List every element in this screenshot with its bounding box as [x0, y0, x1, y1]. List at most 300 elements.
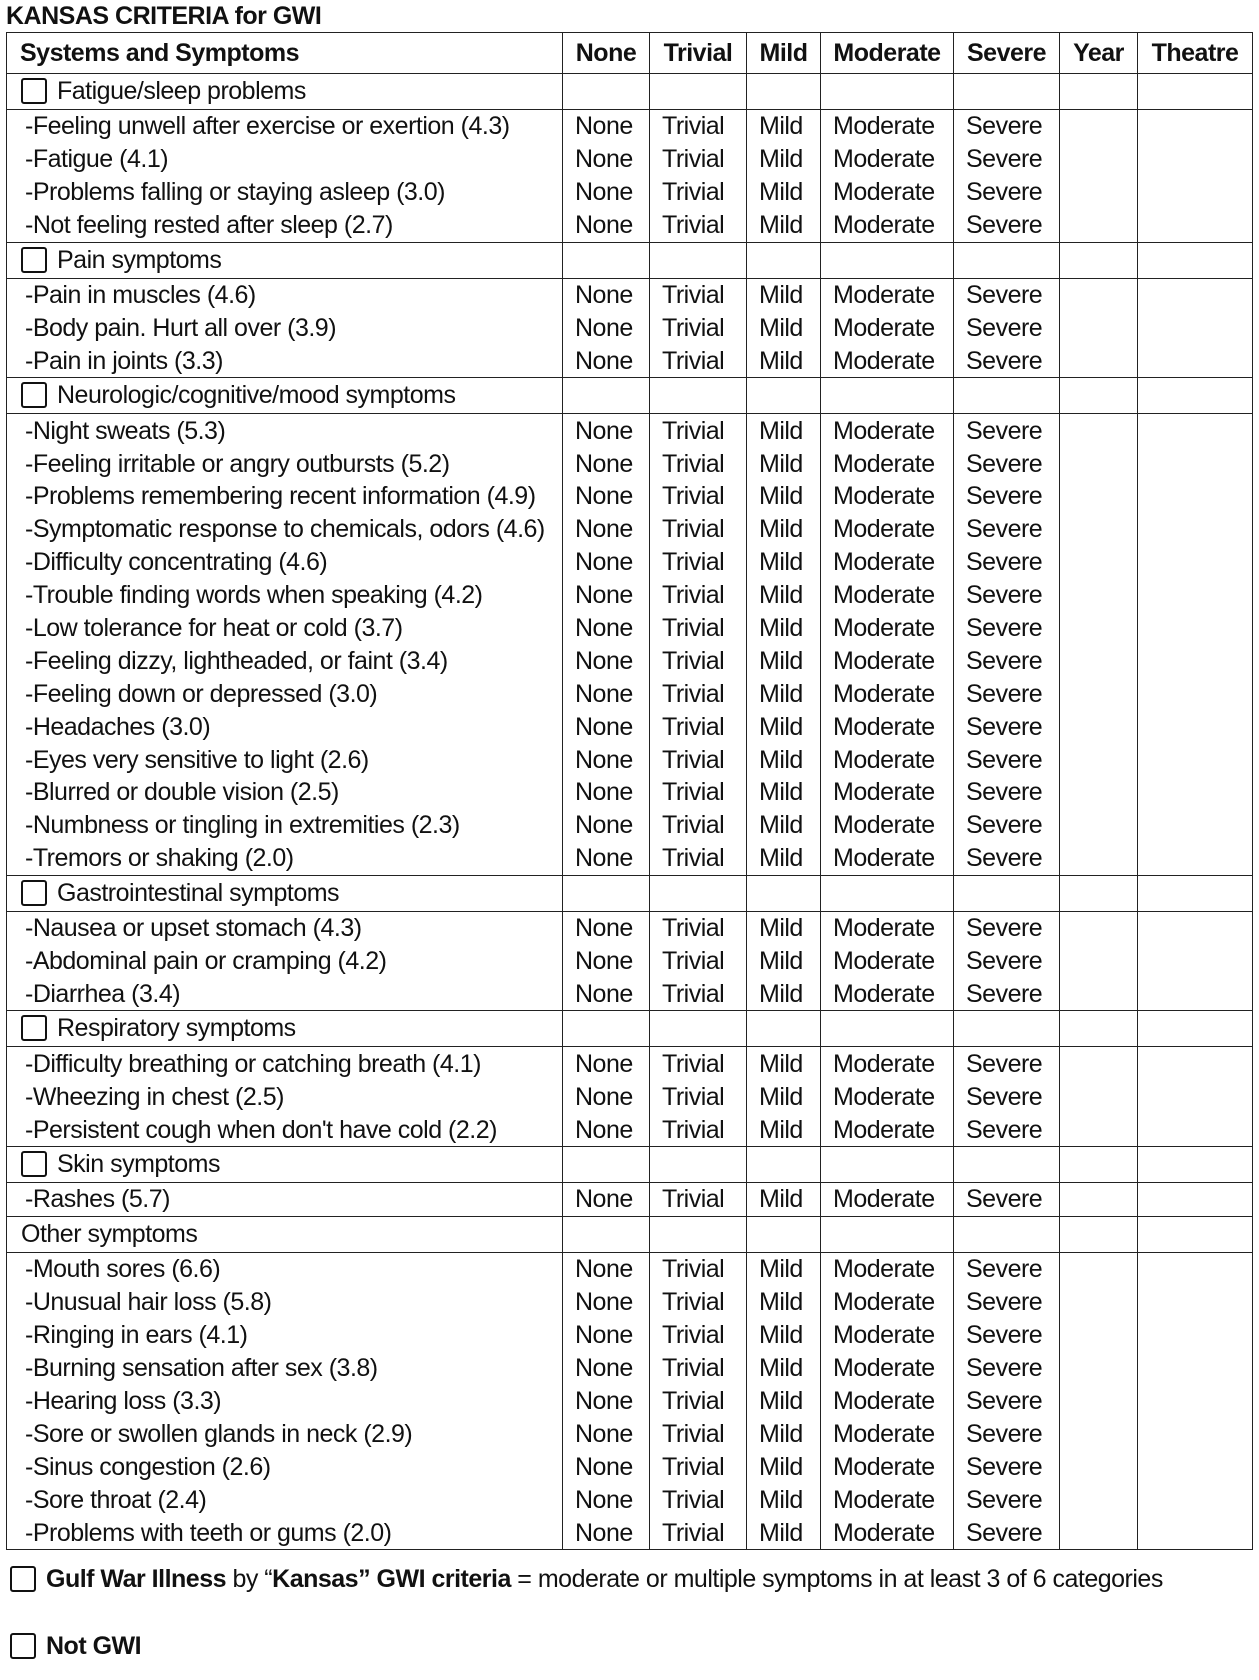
severity-option-none[interactable]: None — [563, 513, 650, 546]
severity-option-mild[interactable]: Mild — [747, 513, 821, 546]
severity-option-severe[interactable]: Severe — [954, 977, 1060, 1010]
empty-cell — [563, 1216, 650, 1252]
year-cell[interactable] — [1060, 579, 1138, 612]
symptom-label: -Problems with teeth or gums (2.0) — [7, 1516, 563, 1549]
theatre-cell[interactable] — [1138, 842, 1253, 875]
severity-option-trivial[interactable]: Trivial — [650, 110, 747, 143]
year-cell[interactable] — [1060, 344, 1138, 377]
severity-option-severe[interactable]: Severe — [954, 1183, 1060, 1217]
severity-option-none[interactable]: None — [563, 1385, 650, 1418]
theatre-cell[interactable] — [1138, 1516, 1253, 1549]
severity-option-severe[interactable]: Severe — [954, 110, 1060, 143]
severity-option-moderate[interactable]: Moderate — [821, 1319, 954, 1352]
severity-option-moderate[interactable]: Moderate — [821, 447, 954, 480]
severity-option-mild[interactable]: Mild — [747, 1113, 821, 1146]
severity-option-severe[interactable]: Severe — [954, 1483, 1060, 1516]
theatre-cell[interactable] — [1138, 1352, 1253, 1385]
severity-option-mild[interactable]: Mild — [747, 1183, 821, 1217]
severity-option-none[interactable]: None — [563, 1113, 650, 1146]
severity-option-moderate[interactable]: Moderate — [821, 110, 954, 143]
year-cell[interactable] — [1060, 743, 1138, 776]
severity-option-mild[interactable]: Mild — [747, 344, 821, 377]
severity-option-severe[interactable]: Severe — [954, 1319, 1060, 1352]
severity-option-severe[interactable]: Severe — [954, 311, 1060, 344]
severity-option-moderate[interactable]: Moderate — [821, 579, 954, 612]
severity-option-moderate[interactable]: Moderate — [821, 480, 954, 513]
section-checkbox[interactable] — [21, 880, 47, 906]
severity-option-none[interactable]: None — [563, 176, 650, 209]
severity-option-trivial[interactable]: Trivial — [650, 344, 747, 377]
severity-option-trivial[interactable]: Trivial — [650, 776, 747, 809]
severity-option-severe[interactable]: Severe — [954, 1047, 1060, 1080]
empty-cell — [650, 1147, 747, 1183]
severity-option-moderate[interactable]: Moderate — [821, 1113, 954, 1146]
section-checkbox[interactable] — [21, 1151, 47, 1177]
severity-option-severe[interactable]: Severe — [954, 1385, 1060, 1418]
severity-option-moderate[interactable]: Moderate — [821, 842, 954, 875]
severity-option-none[interactable]: None — [563, 644, 650, 677]
theatre-cell[interactable] — [1138, 447, 1253, 480]
theatre-cell[interactable] — [1138, 1113, 1253, 1146]
severity-option-moderate[interactable]: Moderate — [821, 612, 954, 645]
severity-option-trivial[interactable]: Trivial — [650, 1252, 747, 1285]
severity-option-severe[interactable]: Severe — [954, 209, 1060, 242]
year-cell[interactable] — [1060, 842, 1138, 875]
severity-option-trivial[interactable]: Trivial — [650, 743, 747, 776]
symptom-row — [7, 1417, 1253, 1450]
severity-option-none[interactable]: None — [563, 110, 650, 143]
severity-option-none[interactable]: None — [563, 1352, 650, 1385]
year-cell[interactable] — [1060, 1516, 1138, 1549]
theatre-cell[interactable] — [1138, 945, 1253, 978]
severity-option-severe[interactable]: Severe — [954, 710, 1060, 743]
severity-option-none[interactable]: None — [563, 1047, 650, 1080]
severity-option-severe[interactable]: Severe — [954, 1417, 1060, 1450]
severity-option-moderate[interactable]: Moderate — [821, 546, 954, 579]
severity-option-mild[interactable]: Mild — [747, 977, 821, 1010]
severity-option-moderate[interactable]: Moderate — [821, 911, 954, 944]
severity-option-moderate[interactable]: Moderate — [821, 1252, 954, 1285]
year-cell[interactable] — [1060, 414, 1138, 447]
severity-option-mild[interactable]: Mild — [747, 546, 821, 579]
severity-option-mild[interactable]: Mild — [747, 776, 821, 809]
year-cell[interactable] — [1060, 1252, 1138, 1285]
severity-option-trivial[interactable]: Trivial — [650, 1352, 747, 1385]
year-cell[interactable] — [1060, 546, 1138, 579]
year-cell[interactable] — [1060, 447, 1138, 480]
theatre-cell[interactable] — [1138, 1385, 1253, 1418]
theatre-cell[interactable] — [1138, 278, 1253, 311]
severity-option-severe[interactable]: Severe — [954, 842, 1060, 875]
severity-option-mild[interactable]: Mild — [747, 911, 821, 944]
severity-option-trivial[interactable]: Trivial — [650, 1450, 747, 1483]
header-severe: Severe — [954, 33, 1060, 74]
theatre-cell[interactable] — [1138, 311, 1253, 344]
severity-option-moderate[interactable]: Moderate — [821, 1385, 954, 1418]
severity-option-moderate[interactable]: Moderate — [821, 743, 954, 776]
year-cell[interactable] — [1060, 1352, 1138, 1385]
severity-option-moderate[interactable]: Moderate — [821, 677, 954, 710]
severity-option-none[interactable]: None — [563, 1252, 650, 1285]
severity-option-mild[interactable]: Mild — [747, 677, 821, 710]
theatre-cell[interactable] — [1138, 579, 1253, 612]
severity-option-severe[interactable]: Severe — [954, 743, 1060, 776]
severity-option-severe[interactable]: Severe — [954, 1080, 1060, 1113]
severity-option-moderate[interactable]: Moderate — [821, 1080, 954, 1113]
severity-option-mild[interactable]: Mild — [747, 1080, 821, 1113]
severity-option-none[interactable]: None — [563, 677, 650, 710]
severity-option-moderate[interactable]: Moderate — [821, 278, 954, 311]
severity-option-trivial[interactable]: Trivial — [650, 911, 747, 944]
severity-option-severe[interactable]: Severe — [954, 579, 1060, 612]
severity-option-moderate[interactable]: Moderate — [821, 1286, 954, 1319]
severity-option-none[interactable]: None — [563, 1080, 650, 1113]
severity-option-moderate[interactable]: Moderate — [821, 977, 954, 1010]
severity-option-mild[interactable]: Mild — [747, 480, 821, 513]
severity-option-trivial[interactable]: Trivial — [650, 1417, 747, 1450]
theatre-cell[interactable] — [1138, 1450, 1253, 1483]
severity-option-trivial[interactable]: Trivial — [650, 809, 747, 842]
year-cell[interactable] — [1060, 710, 1138, 743]
severity-option-none[interactable]: None — [563, 311, 650, 344]
severity-option-severe[interactable]: Severe — [954, 176, 1060, 209]
severity-option-none[interactable]: None — [563, 1286, 650, 1319]
severity-option-moderate[interactable]: Moderate — [821, 644, 954, 677]
severity-option-trivial[interactable]: Trivial — [650, 1080, 747, 1113]
severity-option-severe[interactable]: Severe — [954, 644, 1060, 677]
severity-option-none[interactable]: None — [563, 480, 650, 513]
severity-option-severe[interactable]: Severe — [954, 1286, 1060, 1319]
severity-option-mild[interactable]: Mild — [747, 809, 821, 842]
severity-option-none[interactable]: None — [563, 945, 650, 978]
severity-option-trivial[interactable]: Trivial — [650, 1385, 747, 1418]
year-cell[interactable] — [1060, 945, 1138, 978]
theatre-cell[interactable] — [1138, 1417, 1253, 1450]
severity-option-none[interactable]: None — [563, 710, 650, 743]
severity-option-moderate[interactable]: Moderate — [821, 414, 954, 447]
theatre-cell[interactable] — [1138, 977, 1253, 1010]
severity-option-none[interactable]: None — [563, 977, 650, 1010]
severity-option-mild[interactable]: Mild — [747, 612, 821, 645]
severity-option-trivial[interactable]: Trivial — [650, 1286, 747, 1319]
severity-option-severe[interactable]: Severe — [954, 344, 1060, 377]
severity-option-trivial[interactable]: Trivial — [650, 612, 747, 645]
severity-option-moderate[interactable]: Moderate — [821, 1417, 954, 1450]
severity-option-moderate[interactable]: Moderate — [821, 1516, 954, 1549]
severity-option-none[interactable]: None — [563, 776, 650, 809]
year-cell[interactable] — [1060, 977, 1138, 1010]
severity-option-severe[interactable]: Severe — [954, 1516, 1060, 1549]
empty-cell — [1138, 1147, 1253, 1183]
severity-option-mild[interactable]: Mild — [747, 1385, 821, 1418]
year-cell[interactable] — [1060, 311, 1138, 344]
severity-option-severe[interactable]: Severe — [954, 612, 1060, 645]
year-cell[interactable] — [1060, 911, 1138, 944]
severity-option-moderate[interactable]: Moderate — [821, 143, 954, 176]
severity-option-severe[interactable]: Severe — [954, 677, 1060, 710]
severity-option-severe[interactable]: Severe — [954, 1252, 1060, 1285]
theatre-cell[interactable] — [1138, 209, 1253, 242]
theatre-cell[interactable] — [1138, 480, 1253, 513]
severity-option-mild[interactable]: Mild — [747, 644, 821, 677]
severity-option-none[interactable]: None — [563, 1417, 650, 1450]
year-cell[interactable] — [1060, 1417, 1138, 1450]
severity-option-mild[interactable]: Mild — [747, 1252, 821, 1285]
severity-option-none[interactable]: None — [563, 414, 650, 447]
severity-option-none[interactable]: None — [563, 809, 650, 842]
severity-option-trivial[interactable]: Trivial — [650, 1113, 747, 1146]
theatre-cell[interactable] — [1138, 1183, 1253, 1217]
empty-cell — [563, 875, 650, 911]
severity-option-trivial[interactable]: Trivial — [650, 1319, 747, 1352]
severity-option-none[interactable]: None — [563, 209, 650, 242]
symptom-row — [7, 579, 1253, 612]
theatre-cell[interactable] — [1138, 612, 1253, 645]
severity-option-severe[interactable]: Severe — [954, 513, 1060, 546]
theatre-cell[interactable] — [1138, 344, 1253, 377]
severity-option-none[interactable]: None — [563, 447, 650, 480]
severity-option-none[interactable]: None — [563, 911, 650, 944]
severity-option-trivial[interactable]: Trivial — [650, 480, 747, 513]
section-checkbox[interactable] — [21, 247, 47, 273]
severity-option-moderate[interactable]: Moderate — [821, 344, 954, 377]
not-gwi-checkbox[interactable] — [10, 1633, 36, 1659]
year-cell[interactable] — [1060, 209, 1138, 242]
theatre-cell[interactable] — [1138, 710, 1253, 743]
theatre-cell[interactable] — [1138, 1080, 1253, 1113]
symptom-row — [7, 311, 1253, 344]
severity-option-moderate[interactable]: Moderate — [821, 776, 954, 809]
severity-option-mild[interactable]: Mild — [747, 278, 821, 311]
severity-option-trivial[interactable]: Trivial — [650, 143, 747, 176]
severity-option-moderate[interactable]: Moderate — [821, 513, 954, 546]
severity-option-mild[interactable]: Mild — [747, 710, 821, 743]
severity-option-none[interactable]: None — [563, 344, 650, 377]
year-cell[interactable] — [1060, 677, 1138, 710]
severity-option-none[interactable]: None — [563, 842, 650, 875]
severity-option-severe[interactable]: Severe — [954, 776, 1060, 809]
severity-option-trivial[interactable]: Trivial — [650, 945, 747, 978]
year-cell[interactable] — [1060, 1483, 1138, 1516]
empty-cell — [1060, 875, 1138, 911]
severity-option-moderate[interactable]: Moderate — [821, 1352, 954, 1385]
severity-option-severe[interactable]: Severe — [954, 1450, 1060, 1483]
severity-option-severe[interactable]: Severe — [954, 447, 1060, 480]
section-title: Pain symptoms — [57, 245, 222, 274]
year-cell[interactable] — [1060, 278, 1138, 311]
severity-option-none[interactable]: None — [563, 1450, 650, 1483]
severity-option-mild[interactable]: Mild — [747, 209, 821, 242]
year-cell[interactable] — [1060, 513, 1138, 546]
theatre-cell[interactable] — [1138, 1319, 1253, 1352]
page-title: KANSAS CRITERIA for GWI — [6, 2, 322, 30]
severity-option-moderate[interactable]: Moderate — [821, 311, 954, 344]
symptom-row — [7, 546, 1253, 579]
severity-option-none[interactable]: None — [563, 1516, 650, 1549]
severity-option-moderate[interactable]: Moderate — [821, 1183, 954, 1217]
severity-option-trivial[interactable]: Trivial — [650, 1516, 747, 1549]
year-cell[interactable] — [1060, 1286, 1138, 1319]
symptom-row — [7, 1450, 1253, 1483]
severity-option-none[interactable]: None — [563, 1183, 650, 1217]
severity-option-trivial[interactable]: Trivial — [650, 513, 747, 546]
theatre-cell[interactable] — [1138, 1252, 1253, 1285]
severity-option-mild[interactable]: Mild — [747, 842, 821, 875]
severity-option-severe[interactable]: Severe — [954, 546, 1060, 579]
theatre-cell[interactable] — [1138, 414, 1253, 447]
theatre-cell[interactable] — [1138, 644, 1253, 677]
year-cell[interactable] — [1060, 612, 1138, 645]
severity-option-severe[interactable]: Severe — [954, 1113, 1060, 1146]
severity-option-trivial[interactable]: Trivial — [650, 1483, 747, 1516]
theatre-cell[interactable] — [1138, 743, 1253, 776]
theatre-cell[interactable] — [1138, 110, 1253, 143]
severity-option-trivial[interactable]: Trivial — [650, 579, 747, 612]
severity-option-mild[interactable]: Mild — [747, 176, 821, 209]
severity-option-none[interactable]: None — [563, 1319, 650, 1352]
severity-option-none[interactable]: None — [563, 278, 650, 311]
severity-option-trivial[interactable]: Trivial — [650, 1047, 747, 1080]
section-title: Respiratory symptoms — [57, 1014, 296, 1043]
severity-option-trivial[interactable]: Trivial — [650, 677, 747, 710]
severity-option-trivial[interactable]: Trivial — [650, 176, 747, 209]
severity-option-trivial[interactable]: Trivial — [650, 644, 747, 677]
severity-option-moderate[interactable]: Moderate — [821, 710, 954, 743]
severity-option-trivial[interactable]: Trivial — [650, 414, 747, 447]
theatre-cell[interactable] — [1138, 546, 1253, 579]
year-cell[interactable] — [1060, 1113, 1138, 1146]
empty-cell — [1060, 1011, 1138, 1047]
empty-cell — [821, 74, 954, 110]
severity-option-mild[interactable]: Mild — [747, 1483, 821, 1516]
severity-option-mild[interactable]: Mild — [747, 579, 821, 612]
severity-option-trivial[interactable]: Trivial — [650, 710, 747, 743]
severity-option-moderate[interactable]: Moderate — [821, 809, 954, 842]
year-cell[interactable] — [1060, 143, 1138, 176]
severity-option-mild[interactable]: Mild — [747, 1516, 821, 1549]
severity-option-trivial[interactable]: Trivial — [650, 209, 747, 242]
symptom-label: -Pain in muscles (4.6) — [7, 278, 563, 311]
severity-option-trivial[interactable]: Trivial — [650, 1183, 747, 1217]
theatre-cell[interactable] — [1138, 677, 1253, 710]
severity-option-mild[interactable]: Mild — [747, 1047, 821, 1080]
severity-option-trivial[interactable]: Trivial — [650, 278, 747, 311]
severity-option-none[interactable]: None — [563, 579, 650, 612]
severity-option-severe[interactable]: Severe — [954, 945, 1060, 978]
severity-option-mild[interactable]: Mild — [747, 1286, 821, 1319]
severity-option-severe[interactable]: Severe — [954, 143, 1060, 176]
severity-option-moderate[interactable]: Moderate — [821, 176, 954, 209]
theatre-cell[interactable] — [1138, 1286, 1253, 1319]
table-body — [7, 74, 1253, 1550]
section-cell — [7, 74, 563, 110]
theatre-cell[interactable] — [1138, 776, 1253, 809]
severity-option-severe[interactable]: Severe — [954, 414, 1060, 447]
severity-option-mild[interactable]: Mild — [747, 447, 821, 480]
year-cell[interactable] — [1060, 176, 1138, 209]
year-cell[interactable] — [1060, 110, 1138, 143]
year-cell[interactable] — [1060, 1080, 1138, 1113]
severity-option-none[interactable]: None — [563, 743, 650, 776]
severity-option-trivial[interactable]: Trivial — [650, 311, 747, 344]
severity-option-severe[interactable]: Severe — [954, 1352, 1060, 1385]
severity-option-mild[interactable]: Mild — [747, 311, 821, 344]
theatre-cell[interactable] — [1138, 143, 1253, 176]
year-cell[interactable] — [1060, 1319, 1138, 1352]
symptom-label: -Abdominal pain or cramping (4.2) — [7, 945, 563, 978]
symptom-row — [7, 1080, 1253, 1113]
symptom-row — [7, 710, 1253, 743]
year-cell[interactable] — [1060, 1385, 1138, 1418]
empty-cell — [747, 74, 821, 110]
symptom-label: -Wheezing in chest (2.5) — [7, 1080, 563, 1113]
severity-option-severe[interactable]: Severe — [954, 911, 1060, 944]
section-title: Neurologic/cognitive/mood symptoms — [57, 381, 456, 410]
severity-option-severe[interactable]: Severe — [954, 480, 1060, 513]
year-cell[interactable] — [1060, 776, 1138, 809]
severity-option-mild[interactable]: Mild — [747, 1450, 821, 1483]
severity-option-trivial[interactable]: Trivial — [650, 447, 747, 480]
year-cell[interactable] — [1060, 1047, 1138, 1080]
severity-option-none[interactable]: None — [563, 546, 650, 579]
year-cell[interactable] — [1060, 480, 1138, 513]
severity-option-mild[interactable]: Mild — [747, 1352, 821, 1385]
year-cell[interactable] — [1060, 809, 1138, 842]
severity-option-none[interactable]: None — [563, 612, 650, 645]
year-cell[interactable] — [1060, 1183, 1138, 1217]
empty-cell — [747, 1147, 821, 1183]
severity-option-severe[interactable]: Severe — [954, 809, 1060, 842]
theatre-cell[interactable] — [1138, 1483, 1253, 1516]
kansas-criteria-table — [6, 32, 1253, 1550]
severity-option-moderate[interactable]: Moderate — [821, 209, 954, 242]
section-checkbox[interactable] — [21, 382, 47, 408]
severity-option-trivial[interactable]: Trivial — [650, 546, 747, 579]
severity-option-mild[interactable]: Mild — [747, 414, 821, 447]
severity-option-mild[interactable]: Mild — [747, 743, 821, 776]
severity-option-mild[interactable]: Mild — [747, 945, 821, 978]
theatre-cell[interactable] — [1138, 911, 1253, 944]
theatre-cell[interactable] — [1138, 809, 1253, 842]
severity-option-mild[interactable]: Mild — [747, 110, 821, 143]
theatre-cell[interactable] — [1138, 1047, 1253, 1080]
severity-option-moderate[interactable]: Moderate — [821, 1450, 954, 1483]
severity-option-mild[interactable]: Mild — [747, 143, 821, 176]
severity-option-severe[interactable]: Severe — [954, 278, 1060, 311]
theatre-cell[interactable] — [1138, 513, 1253, 546]
severity-option-mild[interactable]: Mild — [747, 1319, 821, 1352]
severity-option-moderate[interactable]: Moderate — [821, 945, 954, 978]
theatre-cell[interactable] — [1138, 176, 1253, 209]
symptom-row — [7, 945, 1253, 978]
severity-option-moderate[interactable]: Moderate — [821, 1047, 954, 1080]
section-row — [7, 875, 1253, 911]
severity-option-none[interactable]: None — [563, 143, 650, 176]
symptom-row — [7, 344, 1253, 377]
severity-option-trivial[interactable]: Trivial — [650, 977, 747, 1010]
severity-option-trivial[interactable]: Trivial — [650, 842, 747, 875]
section-checkbox[interactable] — [21, 1015, 47, 1041]
section-checkbox[interactable] — [21, 78, 47, 104]
year-cell[interactable] — [1060, 1450, 1138, 1483]
symptom-label: -Feeling irritable or angry outbursts (5.2) — [7, 447, 563, 480]
severity-option-none[interactable]: None — [563, 1483, 650, 1516]
section-title: Other symptoms — [21, 1219, 198, 1248]
severity-option-mild[interactable]: Mild — [747, 1417, 821, 1450]
gwi-checkbox[interactable] — [10, 1566, 36, 1592]
severity-option-moderate[interactable]: Moderate — [821, 1483, 954, 1516]
year-cell[interactable] — [1060, 644, 1138, 677]
